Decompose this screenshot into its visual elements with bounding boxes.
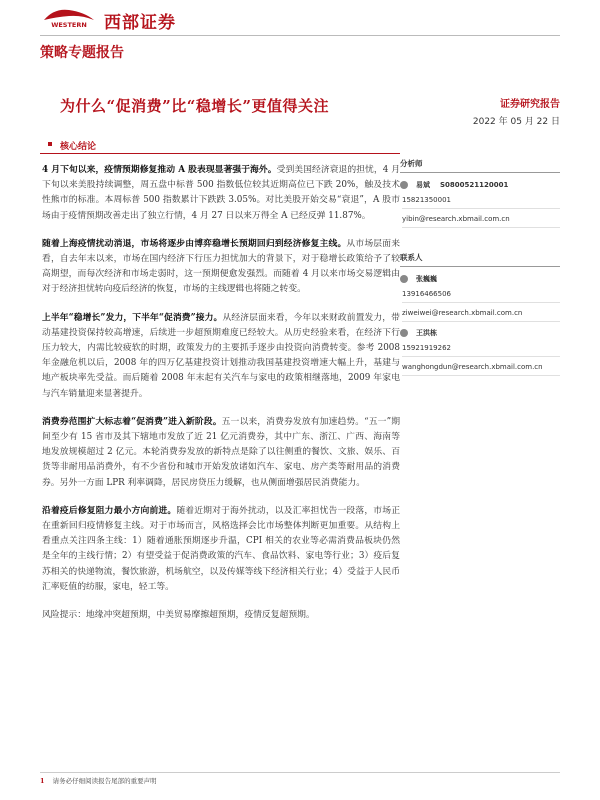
paragraph [42, 163, 400, 224]
analyst-name: 易斌 [416, 181, 430, 189]
footer-divider [40, 772, 560, 773]
report-body [42, 163, 400, 636]
paragraph-lead: 4 月下旬以来，疫情预期修复推动 A 股表现显著强于海外。 [42, 165, 277, 175]
footer-notice: 请务必仔细阅读报告尾部的重要声明 [52, 777, 157, 785]
contact-name-row [400, 274, 560, 284]
analyst-header: 分析师 [400, 158, 560, 173]
paragraph-lead: 消费券范围扩大标志着“促消费”进入新阶段。 [42, 416, 222, 427]
paragraph-text: 从市场层面来看，自去年末以来，市场在国内经济下行压力担忧加大的背景下，对于稳增长政策给予了较高期望，而每次经济和市场走弱时，这一预期便愈发强烈。而随着 4 月以来市场交易逻辑由对于经济担忧转向疫后经济的恢复，市场的主线逻辑也将随之转变。 [42, 238, 400, 295]
page-number: 1 [40, 777, 45, 785]
paragraph [42, 504, 400, 595]
person-icon [400, 329, 408, 337]
paragraph-text: 五一以来，消费券发放有加速趋势。“五一”期间至少有 15 省市及其下辖地市发放了近 21 亿元消费券，其中广东、浙江、广西、海南等地发放规模超过 2 亿元。本轮消费券发放的新特点是除了以往侧重的餐饮、文旅、娱乐、百货等非耐用品消费外，有不少省份和城市开始发放诸如汽车、家电、房产类等耐用品的消费券。另外一方面 LPR 利率调降，居民房贷压力缓解，也从侧面增强居民消费能力。 [42, 416, 401, 488]
contact-email[interactable]: wanghongdun@research.xbmail.com.cn [402, 363, 560, 376]
logo-text: 西部证券 [104, 13, 176, 33]
analyst-cert: S0800521120001 [440, 181, 509, 189]
paragraph [42, 311, 400, 402]
paragraph [42, 237, 400, 298]
contact-name: 张巍巍 [416, 275, 437, 283]
company-logo [40, 6, 210, 36]
section-header [40, 136, 400, 154]
person-icon [400, 181, 408, 189]
section-bullet-icon [48, 142, 52, 146]
contact-name-row [400, 328, 560, 338]
research-label: 证券研究报告 [500, 99, 560, 110]
risk-notice: 风险提示：地缘冲突超预期，中美贸易摩擦超预期，疫情反复超预期。 [42, 610, 315, 621]
contact-header: 联系人 [400, 252, 560, 267]
contact-name: 王洪栋 [416, 329, 437, 337]
paragraph-text: 从经济层面来看，今年以来财政前置发力，带动基建投资保持较高增速，后续进一步超预期难度已经较大。从历史经验来看，在经济下行压力较大，内需比较疲软的时期，政策发力的主要抓手逐步由投资向消费转变。参考 2008 年金融危机以后，2008 年的四万亿基建投资计划推动我国基建投资增速大幅上升，基建与地产板块率先受益。而后随着 2008 年末起有关汽车与家电的政策相继落地，2009 年家电与汽车销量迎来显著提升。 [42, 312, 400, 399]
contact-phone: 13916466506 [402, 290, 560, 303]
paragraph-lead: 上半年“稳增长”发力，下半年“促消费”接力。 [42, 312, 223, 323]
person-icon [400, 275, 408, 283]
paragraph-lead: 随着上海疫情扰动消退，市场将逐步由博弈稳增长预期回归到经济修复主线。 [42, 238, 347, 249]
contact-email[interactable]: ziweiwei@research.xbmail.com.cn [402, 309, 560, 322]
header-divider [40, 35, 560, 36]
analyst-phone: 15821350001 [402, 196, 560, 209]
title-block [60, 95, 329, 116]
report-date: 2022 年 05 月 22 日 [472, 117, 560, 127]
paragraph [42, 415, 400, 491]
paragraph-lead: 沿着疫后修复阻力最小方向前进。 [42, 505, 177, 516]
footer [40, 776, 157, 785]
report-title: 为什么“促消费”比“稳增长”更值得关注 [60, 97, 330, 115]
analyst-name-row [400, 180, 560, 190]
analyst-email[interactable]: yibin@research.xbmail.com.cn [402, 215, 560, 228]
paragraph-text: 受到美国经济衰退的担忧，4 月下旬以来美股持续调整，周五盘中标普 500 指数低位较其近期高位已下跌 20%，触及技术性熊市的标准。本周标普 500 指数累计下跌跌 3.05%。对比美股开始交易“衰退”，A 股市场由于疫情预期改善走出了独立行情，4 月 27 日以来万得全 A 已经反弹 11.87%。 [42, 165, 400, 221]
report-type: 策略专题报告 [40, 45, 124, 61]
western-logo-icon [40, 6, 98, 30]
paragraph-text: 随着近期对于海外扰动，以及汇率担忧告一段落，市场正在重新回归疫情修复主线。对于市场而言，风格选择会比市场整体判断更加重要。从结构上看重点关注四条主线：1）随着通胀预期逐步升温，CPI 相关的农业等必需消费品板块仍然是全年的主线行情；2）有望受益于促消费政策的汽车、食品饮料、家电等行业；3）疫后复苏相关的快递物流，餐饮旅游，机场航空，以及传媒等线下经济相关行业；4）受益于人民币汇率贬值的纺服，家电，轻工等。 [42, 505, 400, 592]
section-title: 核心结论 [60, 142, 97, 152]
logo-small-text: WESTERN [51, 21, 87, 29]
contact-phone: 15921919262 [402, 344, 560, 357]
sidebar [400, 158, 560, 382]
